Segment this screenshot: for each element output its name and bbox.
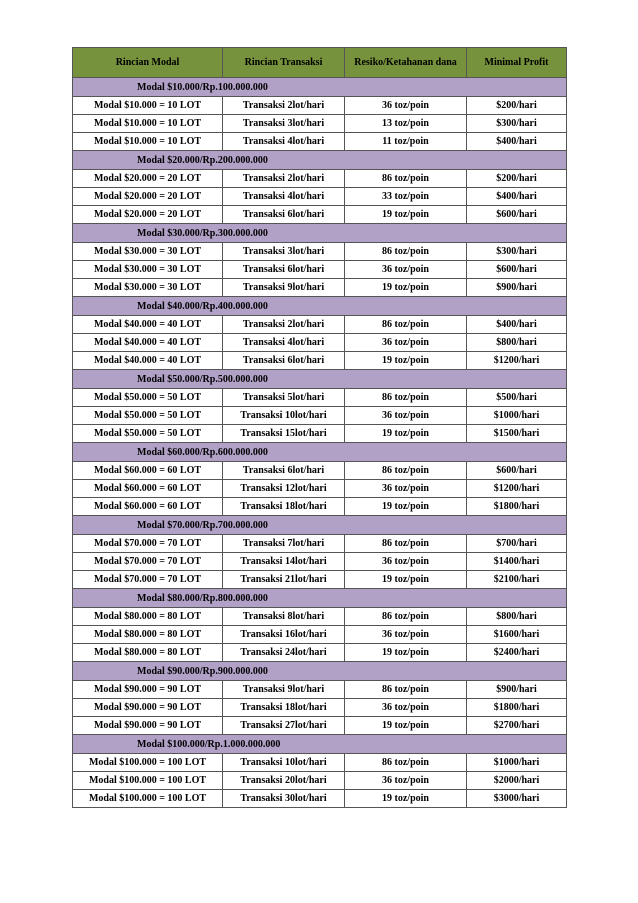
cell-minimal-profit: $900/hari xyxy=(467,681,567,699)
group-filler xyxy=(345,735,567,754)
table-row xyxy=(73,133,567,151)
cell-minimal-profit: $900/hari xyxy=(467,279,567,297)
group-row xyxy=(73,735,567,754)
table-row xyxy=(73,279,567,297)
group-title: Modal $90.000/Rp.900.000.000 xyxy=(73,662,345,681)
cell-resiko: 86 toz/poin xyxy=(345,681,467,699)
cell-rincian-transaksi: Transaksi 3lot/hari xyxy=(223,243,345,261)
header-rincian-modal: Rincian Modal xyxy=(73,48,223,78)
cell-resiko: 36 toz/poin xyxy=(345,334,467,352)
cell-rincian-modal: Modal $10.000 = 10 LOT xyxy=(73,97,223,115)
group-title: Modal $20.000/Rp.200.000.000 xyxy=(73,151,345,170)
group-row xyxy=(73,443,567,462)
table-row xyxy=(73,261,567,279)
cell-rincian-modal: Modal $80.000 = 80 LOT xyxy=(73,626,223,644)
table-row xyxy=(73,188,567,206)
group-filler xyxy=(345,224,567,243)
cell-resiko: 36 toz/poin xyxy=(345,261,467,279)
cell-resiko: 86 toz/poin xyxy=(345,608,467,626)
cell-rincian-transaksi: Transaksi 6lot/hari xyxy=(223,352,345,370)
cell-rincian-modal: Modal $10.000 = 10 LOT xyxy=(73,115,223,133)
cell-rincian-modal: Modal $30.000 = 30 LOT xyxy=(73,243,223,261)
table-row xyxy=(73,334,567,352)
cell-minimal-profit: $1800/hari xyxy=(467,498,567,516)
cell-minimal-profit: $200/hari xyxy=(467,97,567,115)
table-row xyxy=(73,498,567,516)
table-row xyxy=(73,571,567,589)
group-title: Modal $100.000/Rp.1.000.000.000 xyxy=(73,735,345,754)
cell-rincian-transaksi: Transaksi 9lot/hari xyxy=(223,279,345,297)
cell-rincian-transaksi: Transaksi 18lot/hari xyxy=(223,699,345,717)
group-title: Modal $10.000/Rp.100.000.000 xyxy=(73,78,345,97)
cell-minimal-profit: $1000/hari xyxy=(467,754,567,772)
cell-resiko: 19 toz/poin xyxy=(345,498,467,516)
cell-minimal-profit: $1200/hari xyxy=(467,352,567,370)
modal-table xyxy=(72,47,567,808)
cell-resiko: 86 toz/poin xyxy=(345,462,467,480)
cell-rincian-transaksi: Transaksi 2lot/hari xyxy=(223,316,345,334)
group-filler xyxy=(345,662,567,681)
table-row xyxy=(73,480,567,498)
cell-minimal-profit: $1200/hari xyxy=(467,480,567,498)
group-row xyxy=(73,516,567,535)
table-row xyxy=(73,115,567,133)
cell-rincian-modal: Modal $60.000 = 60 LOT xyxy=(73,480,223,498)
cell-minimal-profit: $300/hari xyxy=(467,243,567,261)
cell-minimal-profit: $600/hari xyxy=(467,462,567,480)
cell-resiko: 19 toz/poin xyxy=(345,206,467,224)
cell-rincian-modal: Modal $20.000 = 20 LOT xyxy=(73,170,223,188)
cell-rincian-modal: Modal $40.000 = 40 LOT xyxy=(73,334,223,352)
cell-rincian-modal: Modal $20.000 = 20 LOT xyxy=(73,188,223,206)
cell-rincian-transaksi: Transaksi 20lot/hari xyxy=(223,772,345,790)
cell-rincian-transaksi: Transaksi 2lot/hari xyxy=(223,97,345,115)
table-row xyxy=(73,206,567,224)
cell-rincian-modal: Modal $50.000 = 50 LOT xyxy=(73,425,223,443)
group-title: Modal $50.000/Rp.500.000.000 xyxy=(73,370,345,389)
cell-rincian-transaksi: Transaksi 14lot/hari xyxy=(223,553,345,571)
table-row xyxy=(73,462,567,480)
cell-rincian-transaksi: Transaksi 5lot/hari xyxy=(223,389,345,407)
table-row xyxy=(73,352,567,370)
group-row xyxy=(73,224,567,243)
cell-resiko: 36 toz/poin xyxy=(345,480,467,498)
group-row xyxy=(73,151,567,170)
cell-minimal-profit: $600/hari xyxy=(467,206,567,224)
cell-rincian-transaksi: Transaksi 10lot/hari xyxy=(223,407,345,425)
cell-rincian-transaksi: Transaksi 6lot/hari xyxy=(223,206,345,224)
cell-minimal-profit: $1500/hari xyxy=(467,425,567,443)
cell-rincian-modal: Modal $50.000 = 50 LOT xyxy=(73,407,223,425)
cell-minimal-profit: $1000/hari xyxy=(467,407,567,425)
cell-resiko: 19 toz/poin xyxy=(345,571,467,589)
cell-minimal-profit: $400/hari xyxy=(467,133,567,151)
header-resiko-ketahanan: Resiko/Ketahanan dana xyxy=(345,48,467,78)
cell-resiko: 19 toz/poin xyxy=(345,279,467,297)
cell-rincian-transaksi: Transaksi 4lot/hari xyxy=(223,133,345,151)
cell-rincian-modal: Modal $80.000 = 80 LOT xyxy=(73,644,223,662)
group-title: Modal $30.000/Rp.300.000.000 xyxy=(73,224,345,243)
cell-rincian-transaksi: Transaksi 8lot/hari xyxy=(223,608,345,626)
group-filler xyxy=(345,443,567,462)
cell-rincian-modal: Modal $90.000 = 90 LOT xyxy=(73,699,223,717)
cell-rincian-modal: Modal $100.000 = 100 LOT xyxy=(73,790,223,808)
cell-resiko: 19 toz/poin xyxy=(345,352,467,370)
cell-rincian-modal: Modal $90.000 = 90 LOT xyxy=(73,717,223,735)
table-row xyxy=(73,717,567,735)
cell-resiko: 19 toz/poin xyxy=(345,425,467,443)
cell-rincian-modal: Modal $70.000 = 70 LOT xyxy=(73,571,223,589)
table-row xyxy=(73,97,567,115)
table-row xyxy=(73,681,567,699)
group-title: Modal $70.000/Rp.700.000.000 xyxy=(73,516,345,535)
cell-minimal-profit: $3000/hari xyxy=(467,790,567,808)
cell-rincian-transaksi: Transaksi 10lot/hari xyxy=(223,754,345,772)
cell-rincian-transaksi: Transaksi 24lot/hari xyxy=(223,644,345,662)
group-title: Modal $80.000/Rp.800.000.000 xyxy=(73,589,345,608)
table-row xyxy=(73,407,567,425)
group-title: Modal $40.000/Rp.400.000.000 xyxy=(73,297,345,316)
cell-rincian-modal: Modal $70.000 = 70 LOT xyxy=(73,553,223,571)
group-title: Modal $60.000/Rp.600.000.000 xyxy=(73,443,345,462)
group-row xyxy=(73,370,567,389)
header-rincian-transaksi: Rincian Transaksi xyxy=(223,48,345,78)
cell-rincian-transaksi: Transaksi 6lot/hari xyxy=(223,261,345,279)
group-filler xyxy=(345,297,567,316)
cell-rincian-transaksi: Transaksi 12lot/hari xyxy=(223,480,345,498)
table-row xyxy=(73,316,567,334)
cell-rincian-transaksi: Transaksi 6lot/hari xyxy=(223,462,345,480)
cell-rincian-modal: Modal $60.000 = 60 LOT xyxy=(73,462,223,480)
header-row xyxy=(73,48,567,78)
cell-minimal-profit: $200/hari xyxy=(467,170,567,188)
cell-resiko: 36 toz/poin xyxy=(345,699,467,717)
group-filler xyxy=(345,151,567,170)
group-row xyxy=(73,297,567,316)
cell-rincian-modal: Modal $60.000 = 60 LOT xyxy=(73,498,223,516)
cell-minimal-profit: $700/hari xyxy=(467,535,567,553)
group-filler xyxy=(345,516,567,535)
group-row xyxy=(73,78,567,97)
cell-rincian-modal: Modal $80.000 = 80 LOT xyxy=(73,608,223,626)
table-row xyxy=(73,425,567,443)
cell-minimal-profit: $300/hari xyxy=(467,115,567,133)
cell-resiko: 11 toz/poin xyxy=(345,133,467,151)
cell-rincian-transaksi: Transaksi 3lot/hari xyxy=(223,115,345,133)
modal-table-body xyxy=(73,48,567,808)
cell-minimal-profit: $400/hari xyxy=(467,188,567,206)
cell-minimal-profit: $400/hari xyxy=(467,316,567,334)
cell-minimal-profit: $800/hari xyxy=(467,334,567,352)
table-row xyxy=(73,790,567,808)
cell-resiko: 19 toz/poin xyxy=(345,644,467,662)
cell-minimal-profit: $800/hari xyxy=(467,608,567,626)
cell-resiko: 13 toz/poin xyxy=(345,115,467,133)
cell-minimal-profit: $600/hari xyxy=(467,261,567,279)
cell-rincian-modal: Modal $50.000 = 50 LOT xyxy=(73,389,223,407)
cell-rincian-modal: Modal $90.000 = 90 LOT xyxy=(73,681,223,699)
cell-rincian-transaksi: Transaksi 16lot/hari xyxy=(223,626,345,644)
cell-rincian-modal: Modal $20.000 = 20 LOT xyxy=(73,206,223,224)
cell-resiko: 33 toz/poin xyxy=(345,188,467,206)
cell-rincian-transaksi: Transaksi 27lot/hari xyxy=(223,717,345,735)
cell-minimal-profit: $500/hari xyxy=(467,389,567,407)
table-row xyxy=(73,389,567,407)
cell-rincian-modal: Modal $30.000 = 30 LOT xyxy=(73,261,223,279)
cell-rincian-transaksi: Transaksi 7lot/hari xyxy=(223,535,345,553)
cell-rincian-modal: Modal $10.000 = 10 LOT xyxy=(73,133,223,151)
cell-resiko: 36 toz/poin xyxy=(345,407,467,425)
cell-rincian-transaksi: Transaksi 4lot/hari xyxy=(223,334,345,352)
cell-resiko: 36 toz/poin xyxy=(345,97,467,115)
cell-rincian-modal: Modal $100.000 = 100 LOT xyxy=(73,772,223,790)
cell-minimal-profit: $1600/hari xyxy=(467,626,567,644)
cell-minimal-profit: $2400/hari xyxy=(467,644,567,662)
table-row xyxy=(73,608,567,626)
cell-minimal-profit: $1400/hari xyxy=(467,553,567,571)
cell-rincian-transaksi: Transaksi 18lot/hari xyxy=(223,498,345,516)
table-row xyxy=(73,772,567,790)
group-row xyxy=(73,662,567,681)
cell-resiko: 36 toz/poin xyxy=(345,553,467,571)
cell-minimal-profit: $1800/hari xyxy=(467,699,567,717)
cell-resiko: 86 toz/poin xyxy=(345,754,467,772)
table-row xyxy=(73,626,567,644)
header-minimal-profit: Minimal Profit xyxy=(467,48,567,78)
cell-rincian-transaksi: Transaksi 9lot/hari xyxy=(223,681,345,699)
cell-minimal-profit: $2100/hari xyxy=(467,571,567,589)
cell-resiko: 86 toz/poin xyxy=(345,535,467,553)
cell-resiko: 36 toz/poin xyxy=(345,626,467,644)
table-row xyxy=(73,699,567,717)
cell-rincian-modal: Modal $40.000 = 40 LOT xyxy=(73,352,223,370)
table-row xyxy=(73,553,567,571)
cell-rincian-modal: Modal $40.000 = 40 LOT xyxy=(73,316,223,334)
cell-resiko: 19 toz/poin xyxy=(345,790,467,808)
group-filler xyxy=(345,589,567,608)
table-row xyxy=(73,535,567,553)
cell-minimal-profit: $2700/hari xyxy=(467,717,567,735)
table-row xyxy=(73,754,567,772)
cell-rincian-transaksi: Transaksi 2lot/hari xyxy=(223,170,345,188)
table-row xyxy=(73,243,567,261)
cell-rincian-modal: Modal $100.000 = 100 LOT xyxy=(73,754,223,772)
table-row xyxy=(73,170,567,188)
cell-resiko: 19 toz/poin xyxy=(345,717,467,735)
cell-minimal-profit: $2000/hari xyxy=(467,772,567,790)
cell-rincian-modal: Modal $70.000 = 70 LOT xyxy=(73,535,223,553)
cell-resiko: 86 toz/poin xyxy=(345,316,467,334)
cell-resiko: 36 toz/poin xyxy=(345,772,467,790)
cell-rincian-transaksi: Transaksi 30lot/hari xyxy=(223,790,345,808)
cell-resiko: 86 toz/poin xyxy=(345,170,467,188)
cell-rincian-transaksi: Transaksi 4lot/hari xyxy=(223,188,345,206)
group-row xyxy=(73,589,567,608)
table-row xyxy=(73,644,567,662)
cell-rincian-transaksi: Transaksi 21lot/hari xyxy=(223,571,345,589)
cell-rincian-transaksi: Transaksi 15lot/hari xyxy=(223,425,345,443)
cell-rincian-modal: Modal $30.000 = 30 LOT xyxy=(73,279,223,297)
cell-resiko: 86 toz/poin xyxy=(345,389,467,407)
group-filler xyxy=(345,370,567,389)
cell-resiko: 86 toz/poin xyxy=(345,243,467,261)
group-filler xyxy=(345,78,567,97)
